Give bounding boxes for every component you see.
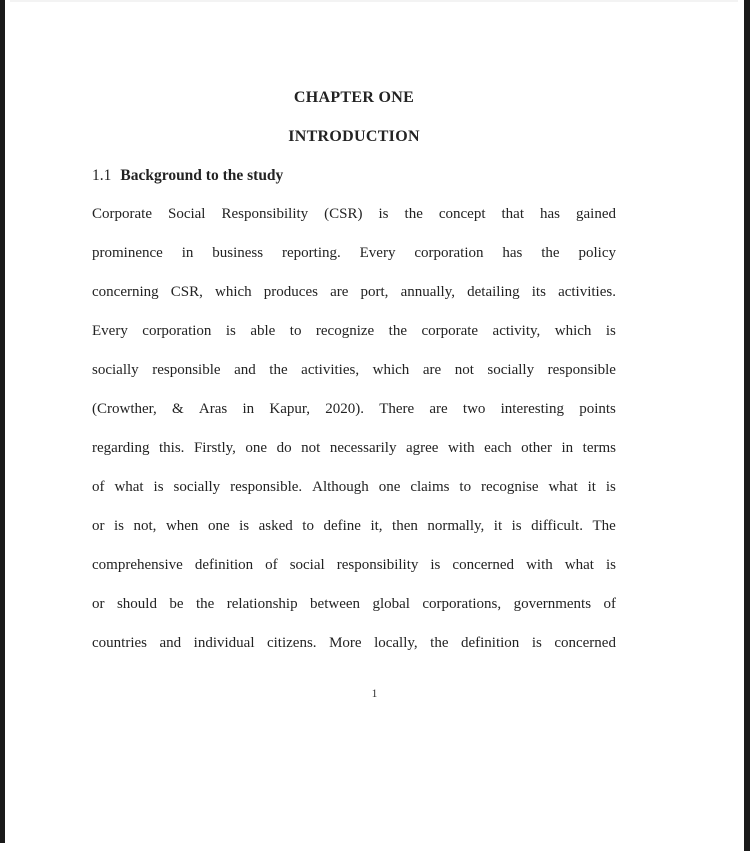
subsection-title: Background to the study: [120, 167, 284, 184]
chapter-heading: CHAPTER ONE: [293, 89, 415, 106]
right-edge-bar: [744, 0, 750, 851]
document-page: [5, 0, 744, 851]
body-line: of what is socially responsible. Although one claims to recognise what it is: [92, 479, 616, 495]
body-line: comprehensive definition of social responsibility is concerned with what is: [92, 557, 616, 573]
page-number-footer: 1: [371, 688, 378, 700]
subsection-heading: [92, 156, 616, 195]
body-line: countries and individual citizens. More locally, the definition is concerned: [92, 635, 616, 651]
body-line: or is not, when one is asked to define it, then normally, it is difficult. The: [92, 518, 616, 534]
body-line: or should be the relationship between global corporations, governments of: [92, 596, 616, 612]
top-edge-line: [10, 0, 738, 2]
page-content: [92, 78, 616, 663]
body-line: (Crowther, & Aras in Kapur, 2020). There are two interesting points: [92, 401, 616, 417]
body-line: regarding this. Firstly, one do not necessarily agree with each other in terms: [92, 440, 616, 456]
body-line: prominence in business reporting. Every corporation has the policy: [92, 245, 616, 261]
body-line: concerning CSR, which produces are port, annually, detailing its activities.: [92, 284, 616, 300]
body-line: socially responsible and the activities, which are not socially responsible: [92, 362, 616, 378]
body-paragraph: [92, 195, 616, 663]
body-line: Every corporation is able to recognize the corporate activity, which is: [92, 323, 616, 339]
subsection-number: 1.1: [92, 167, 112, 184]
body-line: Corporate Social Responsibility (CSR) is the concept that has gained: [92, 206, 616, 222]
section-heading: INTRODUCTION: [288, 128, 420, 145]
